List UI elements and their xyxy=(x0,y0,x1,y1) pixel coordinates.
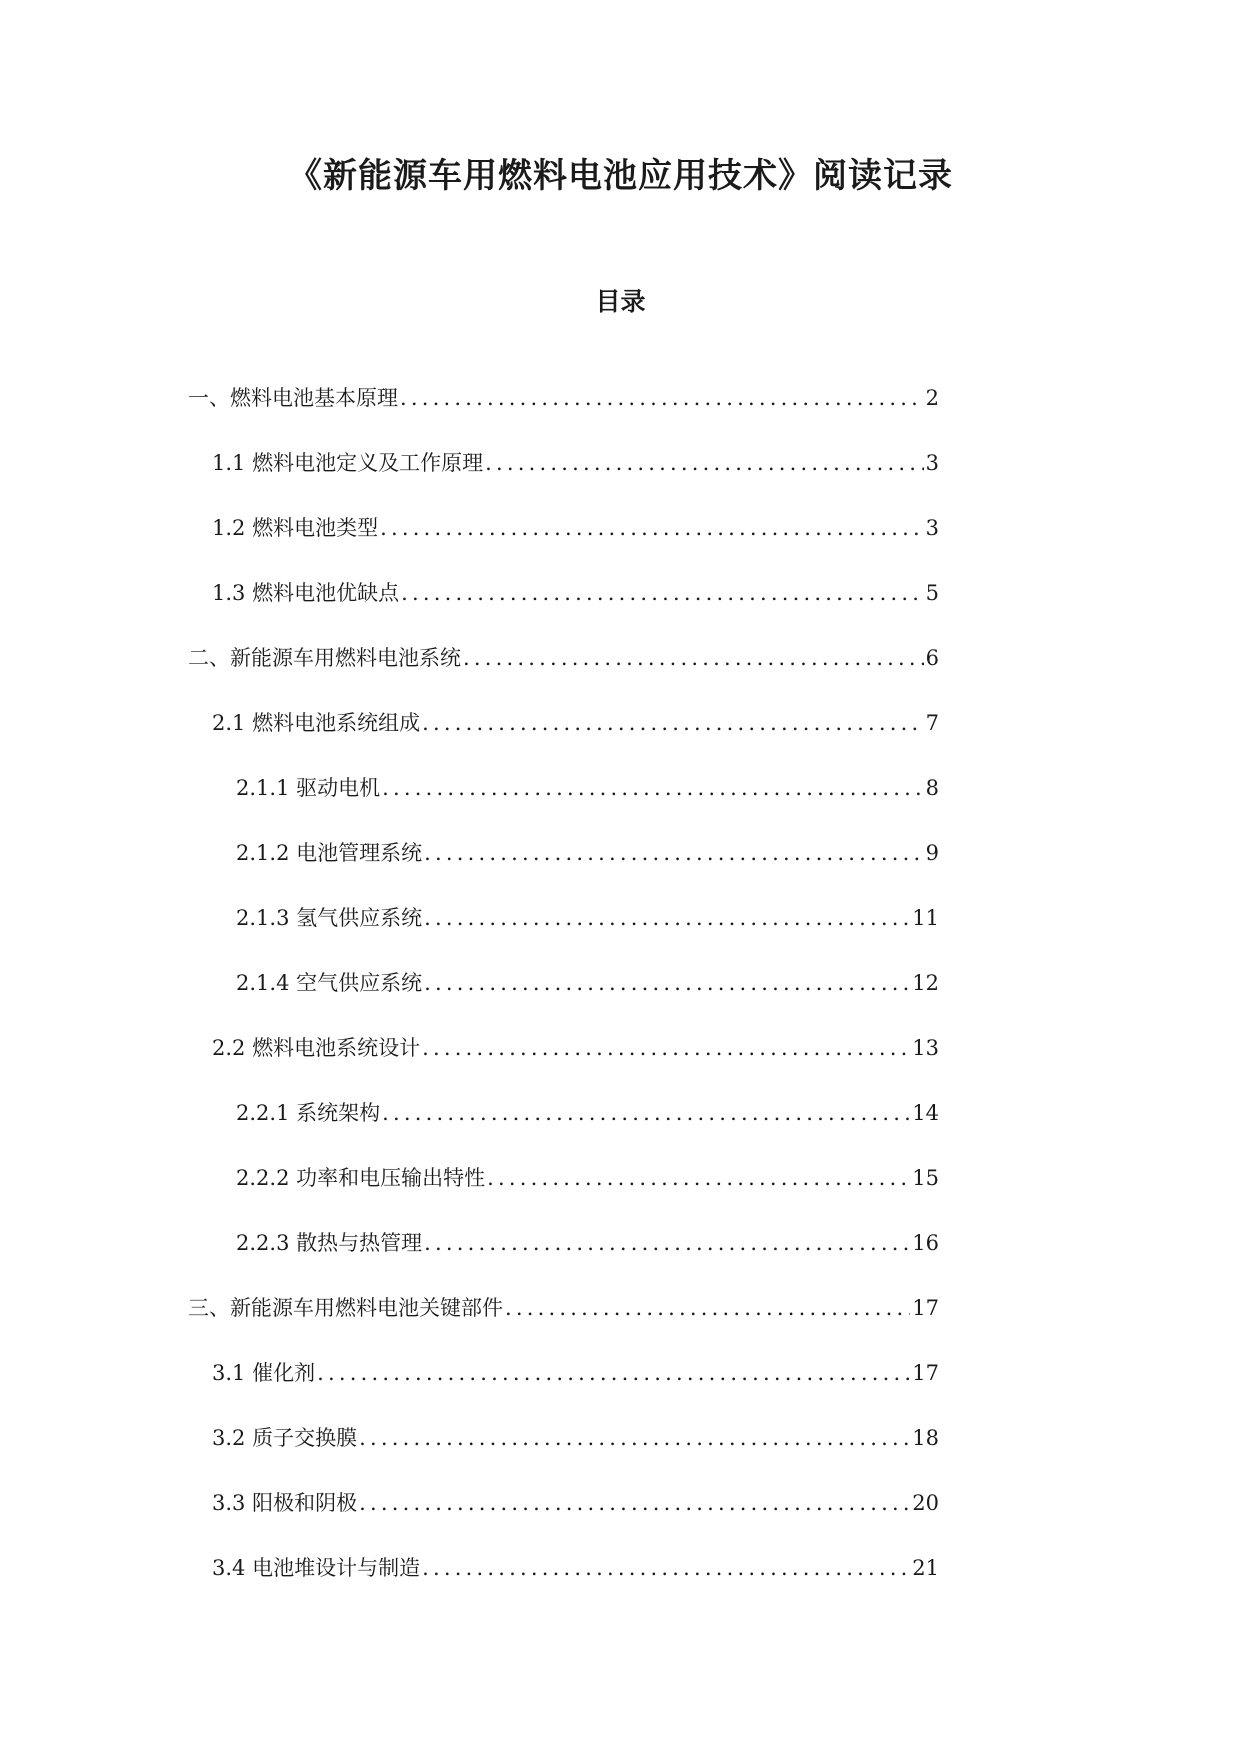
toc-entry-row xyxy=(236,773,939,803)
toc-dot-leader xyxy=(422,708,924,738)
toc-entry-row xyxy=(212,1423,939,1453)
toc-dot-leader xyxy=(424,1228,910,1258)
toc-entry-page-number: 2 xyxy=(925,386,939,410)
toc-entry-label: 二、新能源车用燃料电池系统 xyxy=(188,646,461,670)
toc-entry-page-number: 13 xyxy=(912,1036,939,1060)
toc-dot-leader xyxy=(401,578,924,608)
toc-entry-page-number: 16 xyxy=(912,1231,939,1255)
toc-entry-row xyxy=(188,643,939,673)
toc-dot-leader xyxy=(424,903,910,933)
toc-entry-label: 2.2.3 散热与热管理 xyxy=(236,1231,423,1255)
toc-entry-row xyxy=(212,1358,939,1388)
toc-dot-leader xyxy=(382,1098,910,1128)
toc-entry-page-number: 15 xyxy=(912,1166,939,1190)
toc-entry-page-number: 11 xyxy=(912,906,939,930)
toc-entry-row xyxy=(236,838,939,868)
toc-dot-leader xyxy=(359,1423,910,1453)
toc-entry-label: 一、燃料电池基本原理 xyxy=(188,386,398,410)
toc-entry-row xyxy=(236,1228,939,1258)
toc-entry[interactable] xyxy=(0,1163,1241,1228)
toc-entry[interactable] xyxy=(0,708,1241,773)
toc-entry[interactable] xyxy=(0,838,1241,903)
toc-dot-leader xyxy=(422,1033,910,1063)
toc-entry-page-number: 5 xyxy=(925,581,939,605)
toc-heading: 目录 xyxy=(595,287,646,316)
toc-entry-page-number: 12 xyxy=(912,971,939,995)
toc-entry-row xyxy=(212,708,939,738)
toc-entry-page-number: 14 xyxy=(912,1101,939,1125)
toc-entry-row xyxy=(188,1293,939,1323)
toc-entry-label: 1.3 燃料电池优缺点 xyxy=(212,581,400,605)
toc-entry-page-number: 7 xyxy=(925,711,939,735)
toc-entry-label: 2.1 燃料电池系统组成 xyxy=(212,711,421,735)
toc-entry[interactable] xyxy=(0,1423,1241,1488)
toc-entry-label: 1.1 燃料电池定义及工作原理 xyxy=(212,451,484,475)
toc-entry[interactable] xyxy=(0,968,1241,1033)
toc-entry[interactable] xyxy=(0,1553,1241,1618)
toc-entry-label: 2.1.1 驱动电机 xyxy=(236,776,381,800)
toc-entry-label: 3.1 催化剂 xyxy=(212,1361,316,1385)
toc-entry-label: 2.2 燃料电池系统设计 xyxy=(212,1036,421,1060)
toc-dot-leader xyxy=(485,448,924,478)
toc-entry[interactable] xyxy=(0,1488,1241,1553)
toc-entry-page-number: 8 xyxy=(925,776,939,800)
toc-entry-row xyxy=(212,1033,939,1063)
table-of-contents xyxy=(0,383,1241,1618)
toc-entry-label: 3.3 阳极和阴极 xyxy=(212,1491,358,1515)
toc-dot-leader xyxy=(463,643,924,673)
toc-dot-leader xyxy=(505,1293,910,1323)
toc-entry-label: 2.2.1 系统架构 xyxy=(236,1101,381,1125)
toc-dot-leader xyxy=(380,513,924,543)
toc-entry-page-number: 21 xyxy=(912,1556,939,1580)
toc-entry[interactable] xyxy=(0,448,1241,513)
toc-entry-page-number: 20 xyxy=(912,1491,939,1515)
toc-dot-leader xyxy=(317,1358,910,1388)
toc-dot-leader xyxy=(382,773,924,803)
toc-dot-leader xyxy=(400,383,924,413)
toc-entry-label: 1.2 燃料电池类型 xyxy=(212,516,379,540)
toc-entry-label: 2.1.3 氢气供应系统 xyxy=(236,906,423,930)
toc-entry-row xyxy=(236,903,939,933)
toc-entry-row xyxy=(212,448,939,478)
toc-entry-row xyxy=(212,1553,939,1583)
toc-entry-page-number: 17 xyxy=(912,1296,939,1320)
toc-dot-leader xyxy=(359,1488,910,1518)
document-title: 《新能源车用燃料电池应用技术》阅读记录 xyxy=(288,156,953,196)
toc-entry-row xyxy=(236,1163,939,1193)
toc-entry-row xyxy=(188,383,939,413)
toc-dot-leader xyxy=(424,968,910,998)
toc-entry[interactable] xyxy=(0,1228,1241,1293)
toc-dot-leader xyxy=(422,1553,910,1583)
toc-entry[interactable] xyxy=(0,773,1241,838)
toc-entry-page-number: 17 xyxy=(912,1361,939,1385)
toc-entry-page-number: 3 xyxy=(925,516,939,540)
toc-entry-row xyxy=(236,968,939,998)
toc-dot-leader xyxy=(487,1163,910,1193)
toc-entry-page-number: 6 xyxy=(925,646,939,670)
toc-entry[interactable] xyxy=(0,1033,1241,1098)
toc-entry-page-number: 9 xyxy=(925,841,939,865)
toc-entry-row xyxy=(236,1098,939,1128)
toc-entry[interactable] xyxy=(0,1293,1241,1358)
toc-entry-label: 3.4 电池堆设计与制造 xyxy=(212,1556,421,1580)
toc-entry-row xyxy=(212,513,939,543)
toc-entry[interactable] xyxy=(0,513,1241,578)
toc-entry-row xyxy=(212,578,939,608)
toc-entry[interactable] xyxy=(0,1358,1241,1423)
toc-entry[interactable] xyxy=(0,578,1241,643)
toc-entry[interactable] xyxy=(0,383,1241,448)
toc-entry[interactable] xyxy=(0,1098,1241,1163)
toc-entry-label: 三、新能源车用燃料电池关键部件 xyxy=(188,1296,503,1320)
toc-dot-leader xyxy=(424,838,924,868)
toc-entry[interactable] xyxy=(0,643,1241,708)
toc-entry-label: 2.1.4 空气供应系统 xyxy=(236,971,423,995)
toc-entry[interactable] xyxy=(0,903,1241,968)
toc-entry-label: 2.1.2 电池管理系统 xyxy=(236,841,423,865)
toc-entry-label: 2.2.2 功率和电压输出特性 xyxy=(236,1166,486,1190)
toc-entry-page-number: 3 xyxy=(925,451,939,475)
toc-entry-page-number: 18 xyxy=(912,1426,939,1450)
toc-entry-row xyxy=(212,1488,939,1518)
toc-entry-label: 3.2 质子交换膜 xyxy=(212,1426,358,1450)
